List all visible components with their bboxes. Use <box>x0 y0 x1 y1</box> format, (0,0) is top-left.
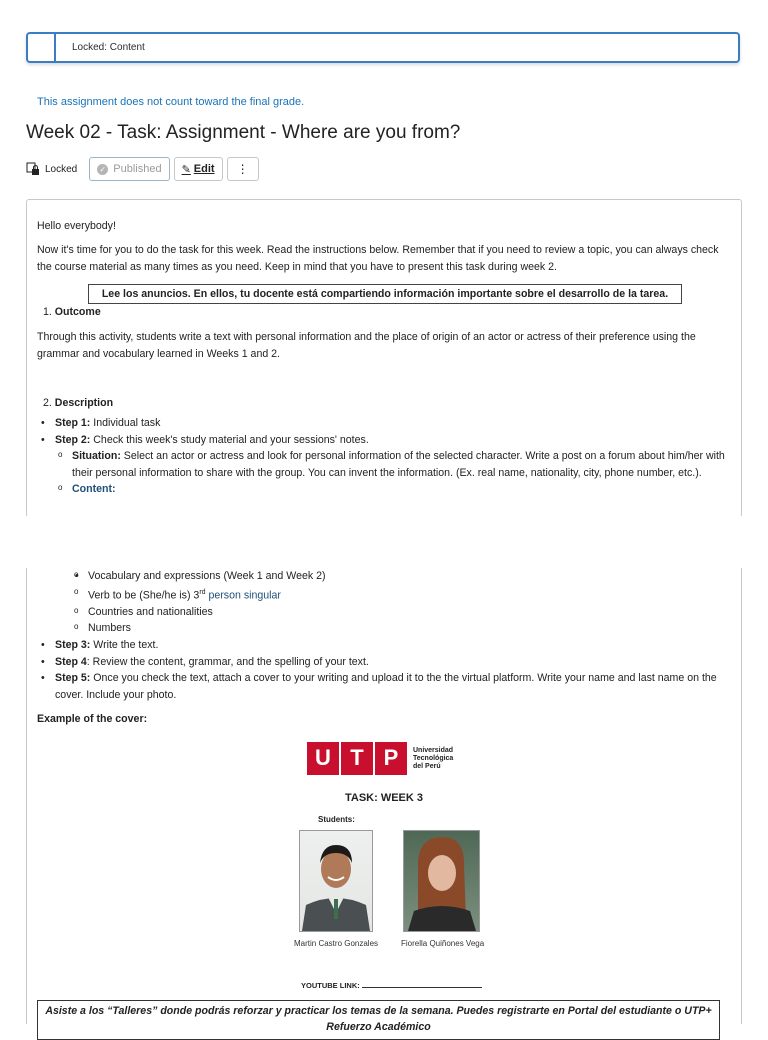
step4-text: : Review the content, grammar, and the spelling of your text. <box>86 655 369 668</box>
situation-label: Situation: <box>72 450 121 462</box>
logo-text-line: Tecnológica <box>413 754 454 762</box>
published-label: Published <box>113 163 162 175</box>
edit-button[interactable] <box>174 157 223 181</box>
step5-text: Once you check the text, attach a cover to your writing and upload it to the the virtual platform. Write your name and last name on the cover. Include your photo. <box>55 672 717 701</box>
person-icon <box>404 831 479 931</box>
logo-letter-u: U <box>307 742 339 775</box>
list-item <box>55 448 727 481</box>
example-label: Example of the cover: <box>37 713 148 725</box>
list-item <box>37 432 727 498</box>
logo-text-line: del Perú <box>413 762 441 770</box>
step3-text: Write the text. <box>90 639 159 651</box>
assignment-content-top <box>26 199 742 516</box>
step2-sublist <box>55 448 727 498</box>
published-button[interactable] <box>89 157 169 181</box>
person-singular-text: person singular <box>205 589 281 602</box>
locked-indicator <box>26 162 77 176</box>
more-options-button[interactable] <box>227 157 259 181</box>
description-heading <box>43 395 727 412</box>
content-label: Content: <box>72 483 116 495</box>
content-items <box>71 568 727 637</box>
list-item: o Numbers <box>71 620 727 637</box>
locked-banner-text: Locked: Content <box>72 42 145 53</box>
locked-label: Locked <box>45 163 78 175</box>
steps-list-bottom <box>37 637 727 703</box>
superscript-rd: rd <box>199 588 206 596</box>
outcome-heading <box>43 304 727 321</box>
workshop-notice-box: Asiste a los “Talleres” donde podrás reforzar y practicar los temas de la semana. Puedes registrarte en Portal del estudiante o UTP+ Refuerzo Académico <box>37 1000 720 1040</box>
logo-text-line: Universidad <box>413 746 454 754</box>
list-item <box>37 415 727 432</box>
step2-text: Check this week's study material and your sessions' notes. <box>90 433 369 446</box>
lock-icon <box>26 162 40 176</box>
list-item <box>37 637 727 654</box>
person-icon <box>300 831 372 931</box>
situation-text: Select an actor or actress and look for personal information of the selected character. Write a post on a forum about him/her with their personal information to share with the group. You can invent the information. (Ex. real name, nationality, city, phone number, etc.). <box>72 450 725 479</box>
verb-to-be-text: Verb to be (She/he is) 3 <box>88 589 200 602</box>
outcome-title: Outcome <box>54 306 101 318</box>
pencil-icon: ✎ <box>181 163 191 176</box>
list-item <box>55 481 727 498</box>
list-item: o Countries and nationalities <box>71 604 727 621</box>
content-sublist <box>71 568 727 637</box>
step2-label: Step 2: <box>55 433 91 446</box>
page-title: Week 02 - Task: Assignment - Where are you from? <box>26 122 461 143</box>
description-number: 2. <box>43 397 52 409</box>
edit-label: Edit <box>193 163 215 175</box>
check-circle-icon: ✓ <box>97 164 108 175</box>
step5-label: Step 5: <box>55 672 91 684</box>
youtube-link-field <box>301 978 482 995</box>
steps-list-top <box>37 415 727 498</box>
utp-logo <box>307 742 453 775</box>
list-item: o • Vocabulary and expressions (Week 1 and Week 2) <box>71 568 727 585</box>
outcome-text: Through this activity, students write a text with personal information and the place of origin of an actor or actress of their preference using the grammar and vocabulary learned in Weeks 1 and 2. <box>37 331 696 360</box>
step4-label: Step 4 <box>55 655 87 668</box>
logo-letter-p: P <box>375 742 407 775</box>
banner-stripe <box>28 34 56 61</box>
locked-content-banner <box>26 32 740 63</box>
cover-students-label: Students: <box>318 815 355 824</box>
student-photo-1 <box>299 830 373 932</box>
youtube-line <box>362 987 482 988</box>
student-name-1: Martin Castro Gonzales <box>294 939 379 948</box>
intro-paragraph: Now it's time for you to do the task for this week. Read the instructions below. Remember that if you need to review a topic, you can always check the course material as many times as you need. Keep in mind that you have to present this task during week 2. <box>37 244 719 273</box>
list-item <box>37 654 727 671</box>
outcome-number: 1. <box>43 306 52 318</box>
step1-text: Individual task <box>90 417 161 429</box>
list-item <box>71 585 727 604</box>
youtube-label: YOUTUBE LINK: <box>301 981 360 990</box>
toolbar <box>26 156 263 182</box>
cover-example-image <box>27 738 741 1033</box>
list-item <box>71 568 727 637</box>
cover-task-title: TASK: WEEK 3 <box>344 792 424 804</box>
description-title: Description <box>54 397 114 409</box>
grade-notice: This assignment does not count toward the final grade. <box>37 96 305 108</box>
step1-label: Step 1: <box>55 417 91 429</box>
list-item <box>37 670 727 703</box>
greeting: Hello everybody! <box>37 220 116 232</box>
student-photo-2 <box>403 830 480 932</box>
assignment-content-bottom <box>26 568 742 1033</box>
step3-label: Step 3: <box>55 639 91 651</box>
logo-university-name <box>413 747 453 771</box>
kebab-menu-icon: ⋮ <box>236 162 249 176</box>
announcement-box: Lee los anuncios. En ellos, tu docente está compartiendo información importante sobre el desarrollo de la tarea. <box>88 284 682 304</box>
logo-letter-t: T <box>341 742 373 775</box>
student-name-2: Fiorella Quiñones Vega <box>401 939 485 948</box>
